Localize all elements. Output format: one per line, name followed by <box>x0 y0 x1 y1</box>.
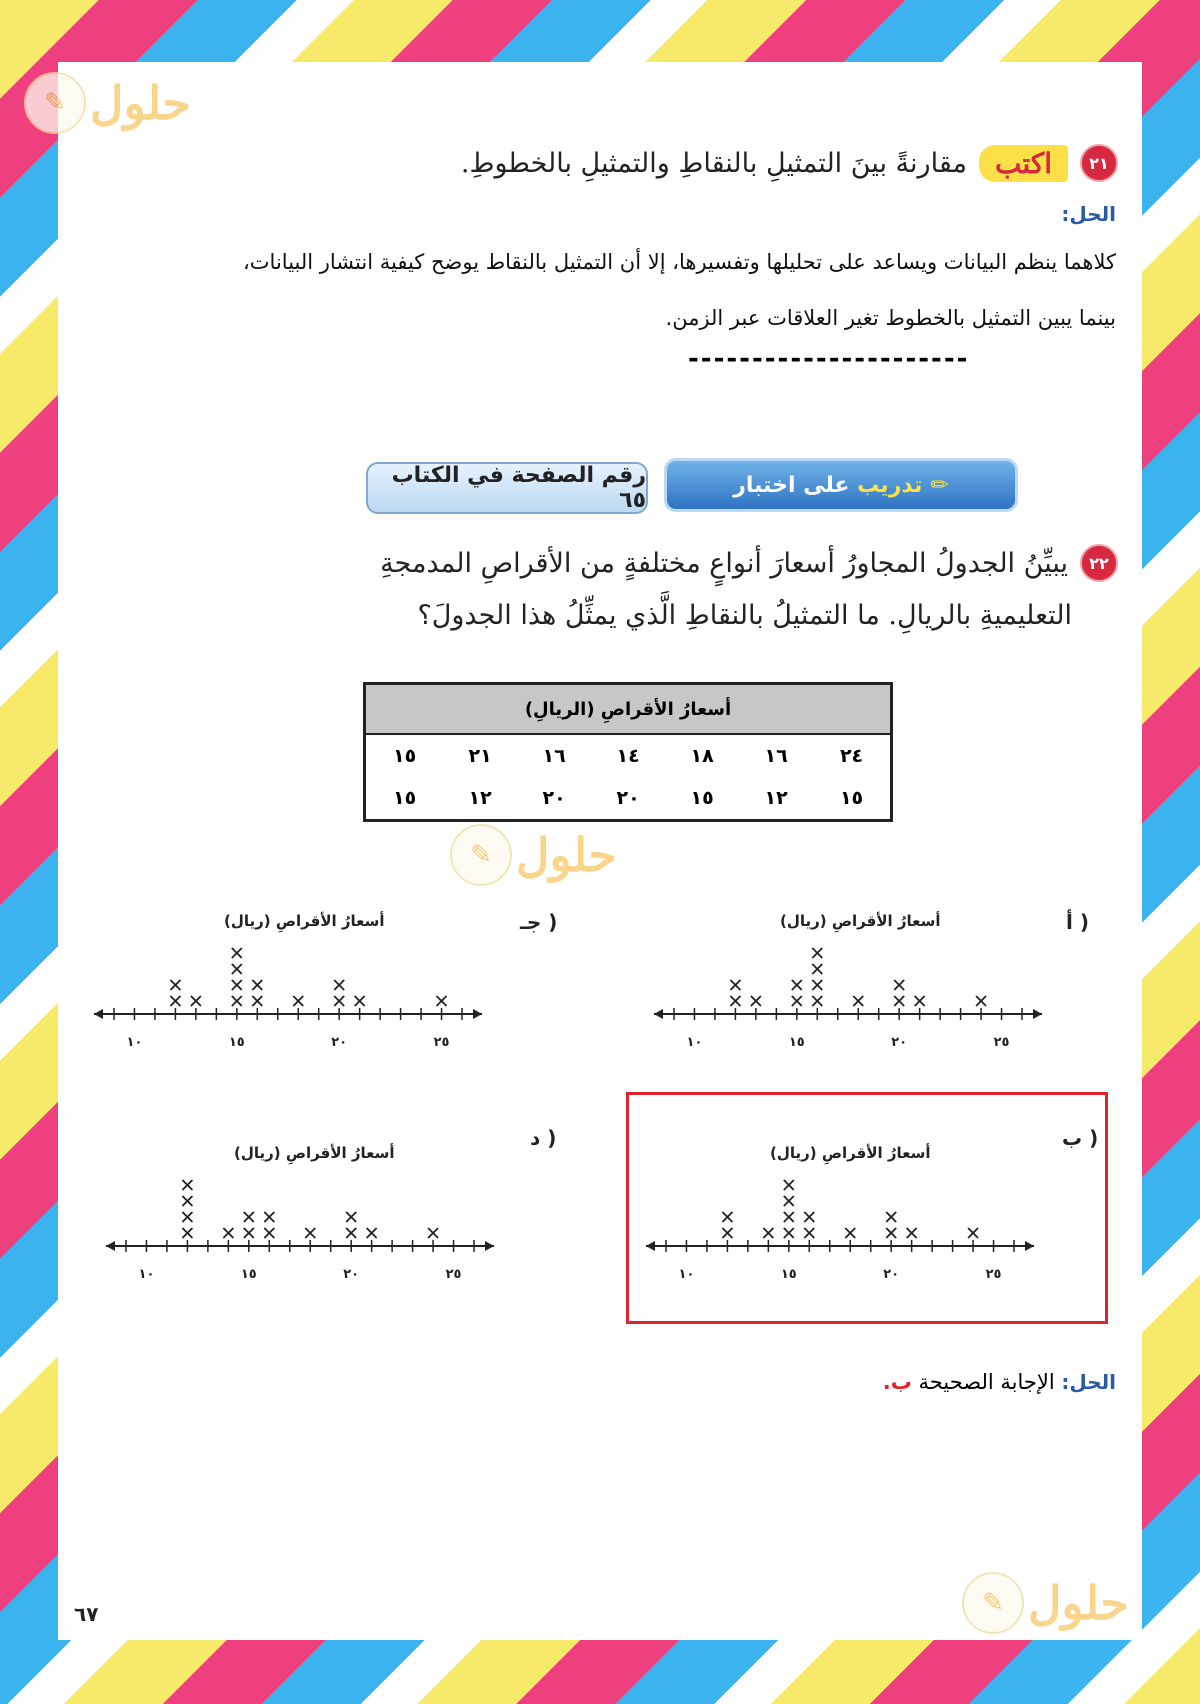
data-point-x <box>812 948 822 958</box>
data-point-x <box>894 996 904 1006</box>
table-cell: ١٢ <box>468 787 492 809</box>
tick-label: ٢٥ <box>433 1035 450 1050</box>
data-point-x <box>792 996 802 1006</box>
data-point-x <box>232 964 242 974</box>
data-point-x <box>968 1228 978 1238</box>
data-point-x <box>792 980 802 990</box>
table-row <box>365 777 892 821</box>
practice-title-2: على اختبار <box>733 472 850 498</box>
dot-plot-a <box>642 942 1054 1052</box>
dot-plot-d <box>94 1174 506 1284</box>
table-row <box>365 734 892 777</box>
book-icon: ✎ <box>962 1572 1024 1634</box>
data-point-x <box>334 996 344 1006</box>
dot-plot-c <box>82 942 494 1052</box>
data-point-x <box>191 996 201 1006</box>
arrow-right-icon <box>485 1241 494 1251</box>
option-a-label: أ ) <box>1066 910 1089 934</box>
data-point-x <box>763 1228 773 1238</box>
data-point-x <box>976 996 986 1006</box>
brand-logo-middle <box>450 824 617 886</box>
table-cell: ١٥ <box>690 787 714 809</box>
arrow-left-icon <box>106 1241 115 1251</box>
tick-label: ١٥ <box>240 1267 257 1282</box>
data-point-x <box>428 1228 438 1238</box>
plot-a-title: أسعارُ الأقراصِ (ريال) <box>780 912 941 930</box>
tick-label: ١٠ <box>138 1267 155 1282</box>
data-point-x <box>804 1228 814 1238</box>
brand-logo-top <box>24 72 191 134</box>
arrow-left-icon <box>646 1241 655 1251</box>
question-number: ٢١ <box>1080 144 1118 182</box>
page <box>44 62 1142 1640</box>
table-cell: ١٥ <box>839 787 864 809</box>
table-cell: ١٦ <box>542 745 566 767</box>
pencil-icon: ✏ <box>930 472 949 498</box>
question-22-header <box>380 544 1118 582</box>
page-reference: رقم الصفحة في الكتاب ٦٥ <box>366 462 648 514</box>
data-point-x <box>346 1228 356 1238</box>
data-point-x <box>886 1228 896 1238</box>
data-point-x <box>182 1196 192 1206</box>
data-point-x <box>812 980 822 990</box>
table-cell: ١٦ <box>764 745 788 767</box>
brand-logo-bottom <box>962 1572 1129 1634</box>
table-cell: ٢١ <box>468 745 492 767</box>
data-point-x <box>264 1212 274 1222</box>
practice-title-1: تدريب <box>857 472 923 498</box>
question-text: مقارنةً بينَ التمثيلِ بالنقاطِ والتمثيلِ بالخطوطِ. <box>460 147 967 179</box>
data-point-x <box>182 1228 192 1238</box>
data-point-x <box>182 1212 192 1222</box>
data-point-x <box>784 1228 794 1238</box>
tick-label: ١٠ <box>126 1035 143 1050</box>
data-point-x <box>170 980 180 990</box>
data-point-x <box>722 1212 732 1222</box>
arrow-left-icon <box>94 1009 103 1019</box>
data-point-x <box>367 1228 377 1238</box>
data-point-x <box>244 1228 254 1238</box>
page-number: ٦٧ <box>74 1602 99 1626</box>
solution-label: الحل: <box>1061 1370 1116 1394</box>
logo-text: حلول <box>516 828 617 882</box>
q22-solution <box>883 1370 1116 1394</box>
answer-text: الإجابة الصحيحة <box>918 1370 1055 1394</box>
data-point-x <box>845 1228 855 1238</box>
data-point-x <box>252 980 262 990</box>
table-cell: ١٥ <box>392 787 417 809</box>
data-point-x <box>812 996 822 1006</box>
tick-label: ١٥ <box>788 1035 805 1050</box>
data-point-x <box>170 996 180 1006</box>
tick-label: ١٠ <box>678 1267 695 1282</box>
prices-table <box>363 682 893 822</box>
data-point-x <box>804 1212 814 1222</box>
data-point-x <box>886 1212 896 1222</box>
data-point-x <box>232 948 242 958</box>
table-cell: ١٤ <box>616 745 640 767</box>
tick-label: ٢٠ <box>343 1267 360 1282</box>
tick-label: ٢٠ <box>891 1035 908 1050</box>
tick-label: ٢٥ <box>993 1035 1010 1050</box>
tick-label: ٢٥ <box>445 1267 462 1282</box>
data-point-x <box>232 980 242 990</box>
practice-banner <box>664 458 1018 512</box>
table-title: أسعارُ الأقراصِ (الريالِ) <box>365 684 892 735</box>
option-d-label: د ) <box>530 1126 557 1150</box>
table-cell: ٢٠ <box>542 787 566 809</box>
data-point-x <box>293 996 303 1006</box>
data-point-x <box>182 1180 192 1190</box>
data-point-x <box>853 996 863 1006</box>
data-point-x <box>334 980 344 990</box>
data-point-x <box>223 1228 233 1238</box>
data-point-x <box>751 996 761 1006</box>
dot-plot-b <box>634 1174 1046 1284</box>
data-point-x <box>894 980 904 990</box>
question-number: ٢٢ <box>1080 544 1118 582</box>
table-cell: ١٥ <box>392 745 417 767</box>
write-badge: اكتب <box>979 145 1068 182</box>
data-point-x <box>252 996 262 1006</box>
answer-letter: ب. <box>882 1370 912 1394</box>
tick-label: ٢٠ <box>331 1035 348 1050</box>
tick-label: ٢٠ <box>883 1267 900 1282</box>
data-point-x <box>355 996 365 1006</box>
data-point-x <box>437 996 447 1006</box>
tick-label: ٢٥ <box>985 1267 1002 1282</box>
option-c-label: جـ ) <box>520 910 558 934</box>
data-point-x <box>244 1212 254 1222</box>
table-cell: ٢٤ <box>839 745 864 767</box>
arrow-right-icon <box>1033 1009 1042 1019</box>
tick-label: ١٥ <box>780 1267 797 1282</box>
tick-label: ١٠ <box>686 1035 703 1050</box>
logo-text: حلول <box>1028 1576 1129 1630</box>
data-point-x <box>722 1228 732 1238</box>
table-cell: ٢٠ <box>616 787 640 809</box>
question-22-line-2: التعليميةِ بالريالِ. ما التمثيلُ بالنقاطِ الَّذي يمثِّلُ هذا الجدولَ؟ <box>417 600 1072 631</box>
logo-text: حلول <box>90 76 191 130</box>
answer-line-2: بينما يبين التمثيل بالخطوط تغير العلاقات عبر الزمن. <box>665 306 1116 330</box>
plot-b-title: أسعارُ الأقراصِ (ريال) <box>770 1144 931 1162</box>
question-22-line-1: يبيِّنُ الجدولُ المجاورُ أسعارَ أنواعٍ مختلفةٍ من الأقراصِ المدمجةِ <box>380 547 1068 579</box>
data-point-x <box>915 996 925 1006</box>
data-point-x <box>346 1212 356 1222</box>
data-point-x <box>784 1180 794 1190</box>
book-icon: ✎ <box>450 824 512 886</box>
plot-c-title: أسعارُ الأقراصِ (ريال) <box>224 912 385 930</box>
data-point-x <box>907 1228 917 1238</box>
data-point-x <box>232 996 242 1006</box>
arrow-right-icon <box>1025 1241 1034 1251</box>
data-point-x <box>730 996 740 1006</box>
data-point-x <box>730 980 740 990</box>
data-point-x <box>812 964 822 974</box>
data-point-x <box>305 1228 315 1238</box>
separator-line: ---------------------- <box>688 344 970 374</box>
book-icon: ✎ <box>24 72 86 134</box>
table-cell: ١٨ <box>690 745 714 767</box>
question-21-header <box>461 144 1118 182</box>
data-point-x <box>264 1228 274 1238</box>
arrow-left-icon <box>654 1009 663 1019</box>
arrow-right-icon <box>473 1009 482 1019</box>
option-b-label: ب ) <box>1062 1126 1099 1150</box>
solution-label: الحل: <box>1061 202 1116 226</box>
answer-line-1: كلاهما ينظم البيانات ويساعد على تحليلها وتفسيرها، إلا أن التمثيل بالنقاط يوضح كيفية انتشار البيانات، <box>243 250 1116 274</box>
data-point-x <box>784 1196 794 1206</box>
tick-label: ١٥ <box>228 1035 245 1050</box>
plot-d-title: أسعارُ الأقراصِ (ريال) <box>234 1144 395 1162</box>
table-cell: ١٢ <box>764 787 788 809</box>
data-point-x <box>784 1212 794 1222</box>
